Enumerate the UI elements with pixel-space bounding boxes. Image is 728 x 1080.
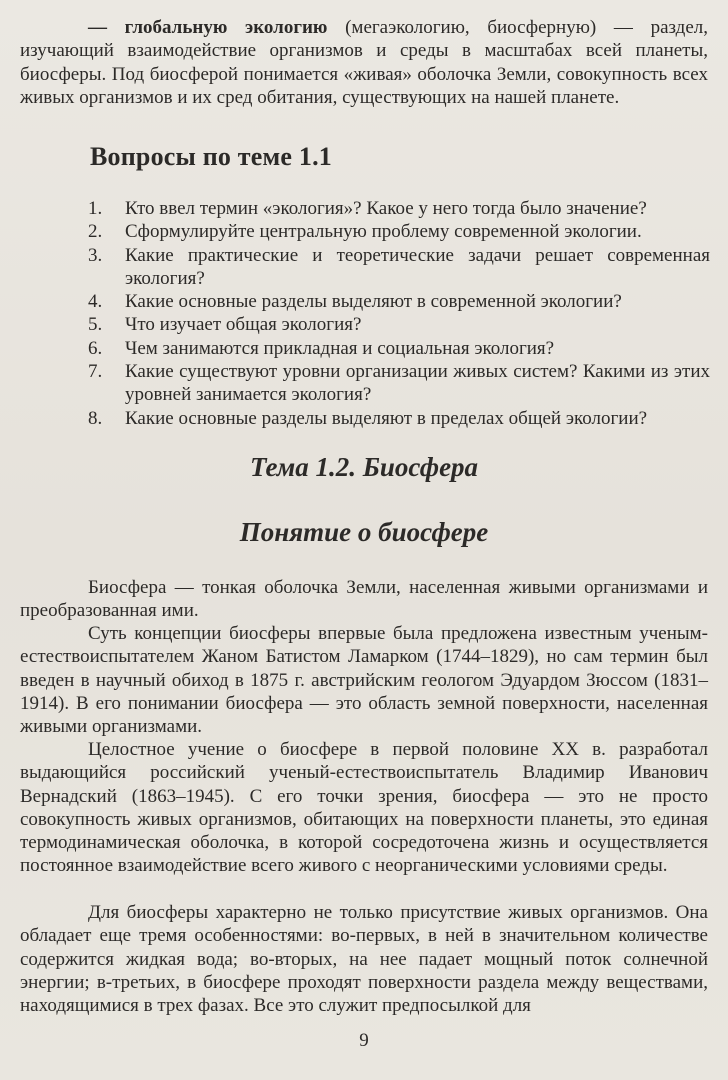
question-number: 4. xyxy=(88,291,103,313)
question-number: 2. xyxy=(88,221,103,243)
topic-title: Тема 1.2. Биосфера xyxy=(249,452,479,482)
question-text: Что изучает общая экология? xyxy=(125,314,362,336)
body-paragraph-3: Целостное учение о биосфере в первой половине XX в. разработал выдающийся российский ученый-естествоиспытатель Владимир Иванович Вернадский (1863–1945). С его точки зрения, биосфера — это не просто совокупность живых организмов, обитающих на поверхности планеты, это единая термодинамическая оболочка, в которой сосредоточена жизнь и осуществляется постоянное взаимодействие всего живого с неорганическими условиями среды. xyxy=(20,739,708,877)
intro-term: — глобальную экологию xyxy=(88,17,328,38)
question-number: 1. xyxy=(88,198,103,219)
questions-list xyxy=(88,197,710,430)
page-number: 9 xyxy=(359,1030,369,1051)
question-item xyxy=(88,244,710,291)
question-item xyxy=(88,407,710,430)
question-item xyxy=(88,290,710,313)
question-text: Кто ввел термин «экология»? Какое у него тогда было значение? xyxy=(125,198,647,219)
question-number: 3. xyxy=(88,244,103,266)
intro-text: (мегаэкологию, биосферную) — раздел, изучающий взаимодействие организмов и среды в масштабах всей планеты, биосферы. Под биосферой понимается «живая» оболочка Земли, совокупность всех живых организмов и их сред обитания, существующих на нашей планете. xyxy=(20,17,708,108)
question-item xyxy=(88,220,710,243)
body-paragraph-2: Суть концепции биосферы впервые была предложена известным ученым-естествоиспытателем Жаном Батистом Ламарком (1744–1829), но сам термин был введен в научный обиход в 1875 г. австрийским геологом Эдуардом Зюссом (1831–1914). В его понимании биосфера — это область земной поверхности, населенная живыми организмами. xyxy=(20,623,708,738)
question-text: Какие практические и теоретические задачи решает современная экология? xyxy=(125,244,710,289)
intro-paragraph xyxy=(20,16,708,109)
body-paragraph-4: Для биосферы характерно не только присутствие живых организмов. Она обладает еще тремя особенностями: во-первых, в ней в значительном количестве содержится жидкая вода; во-вторых, на нее падает мощный поток солнечной энергии; в-третьих, в биосфере проходят поверхности раздела между веществами, находящимися в трех фазах. Все это служит предпосылкой для xyxy=(20,902,708,1017)
questions-heading: Вопросы по теме 1.1 xyxy=(90,142,332,171)
question-number: 5. xyxy=(88,314,103,336)
question-number: 7. xyxy=(88,361,103,383)
body-paragraph-1: Биосфера — тонкая оболочка Земли, населенная живыми организмами и преобразованная ими. xyxy=(20,577,708,622)
question-item xyxy=(88,360,710,407)
question-text: Какие основные разделы выделяют в современной экологии? xyxy=(125,291,622,313)
question-text: Какие существуют уровни организации живых систем? Какими из этих уровней занимается экология? xyxy=(125,361,710,406)
question-text: Чем занимаются прикладная и социальная экология? xyxy=(125,337,555,359)
question-item xyxy=(88,313,710,336)
question-number: 8. xyxy=(88,407,103,429)
question-item xyxy=(88,197,710,220)
question-text: Сформулируйте центральную проблему современной экологии. xyxy=(125,221,642,243)
section-subtitle: Понятие о биосфере xyxy=(239,517,489,547)
question-item xyxy=(88,337,710,360)
question-number: 6. xyxy=(88,337,103,359)
question-text: Какие основные разделы выделяют в пределах общей экологии? xyxy=(125,407,648,429)
